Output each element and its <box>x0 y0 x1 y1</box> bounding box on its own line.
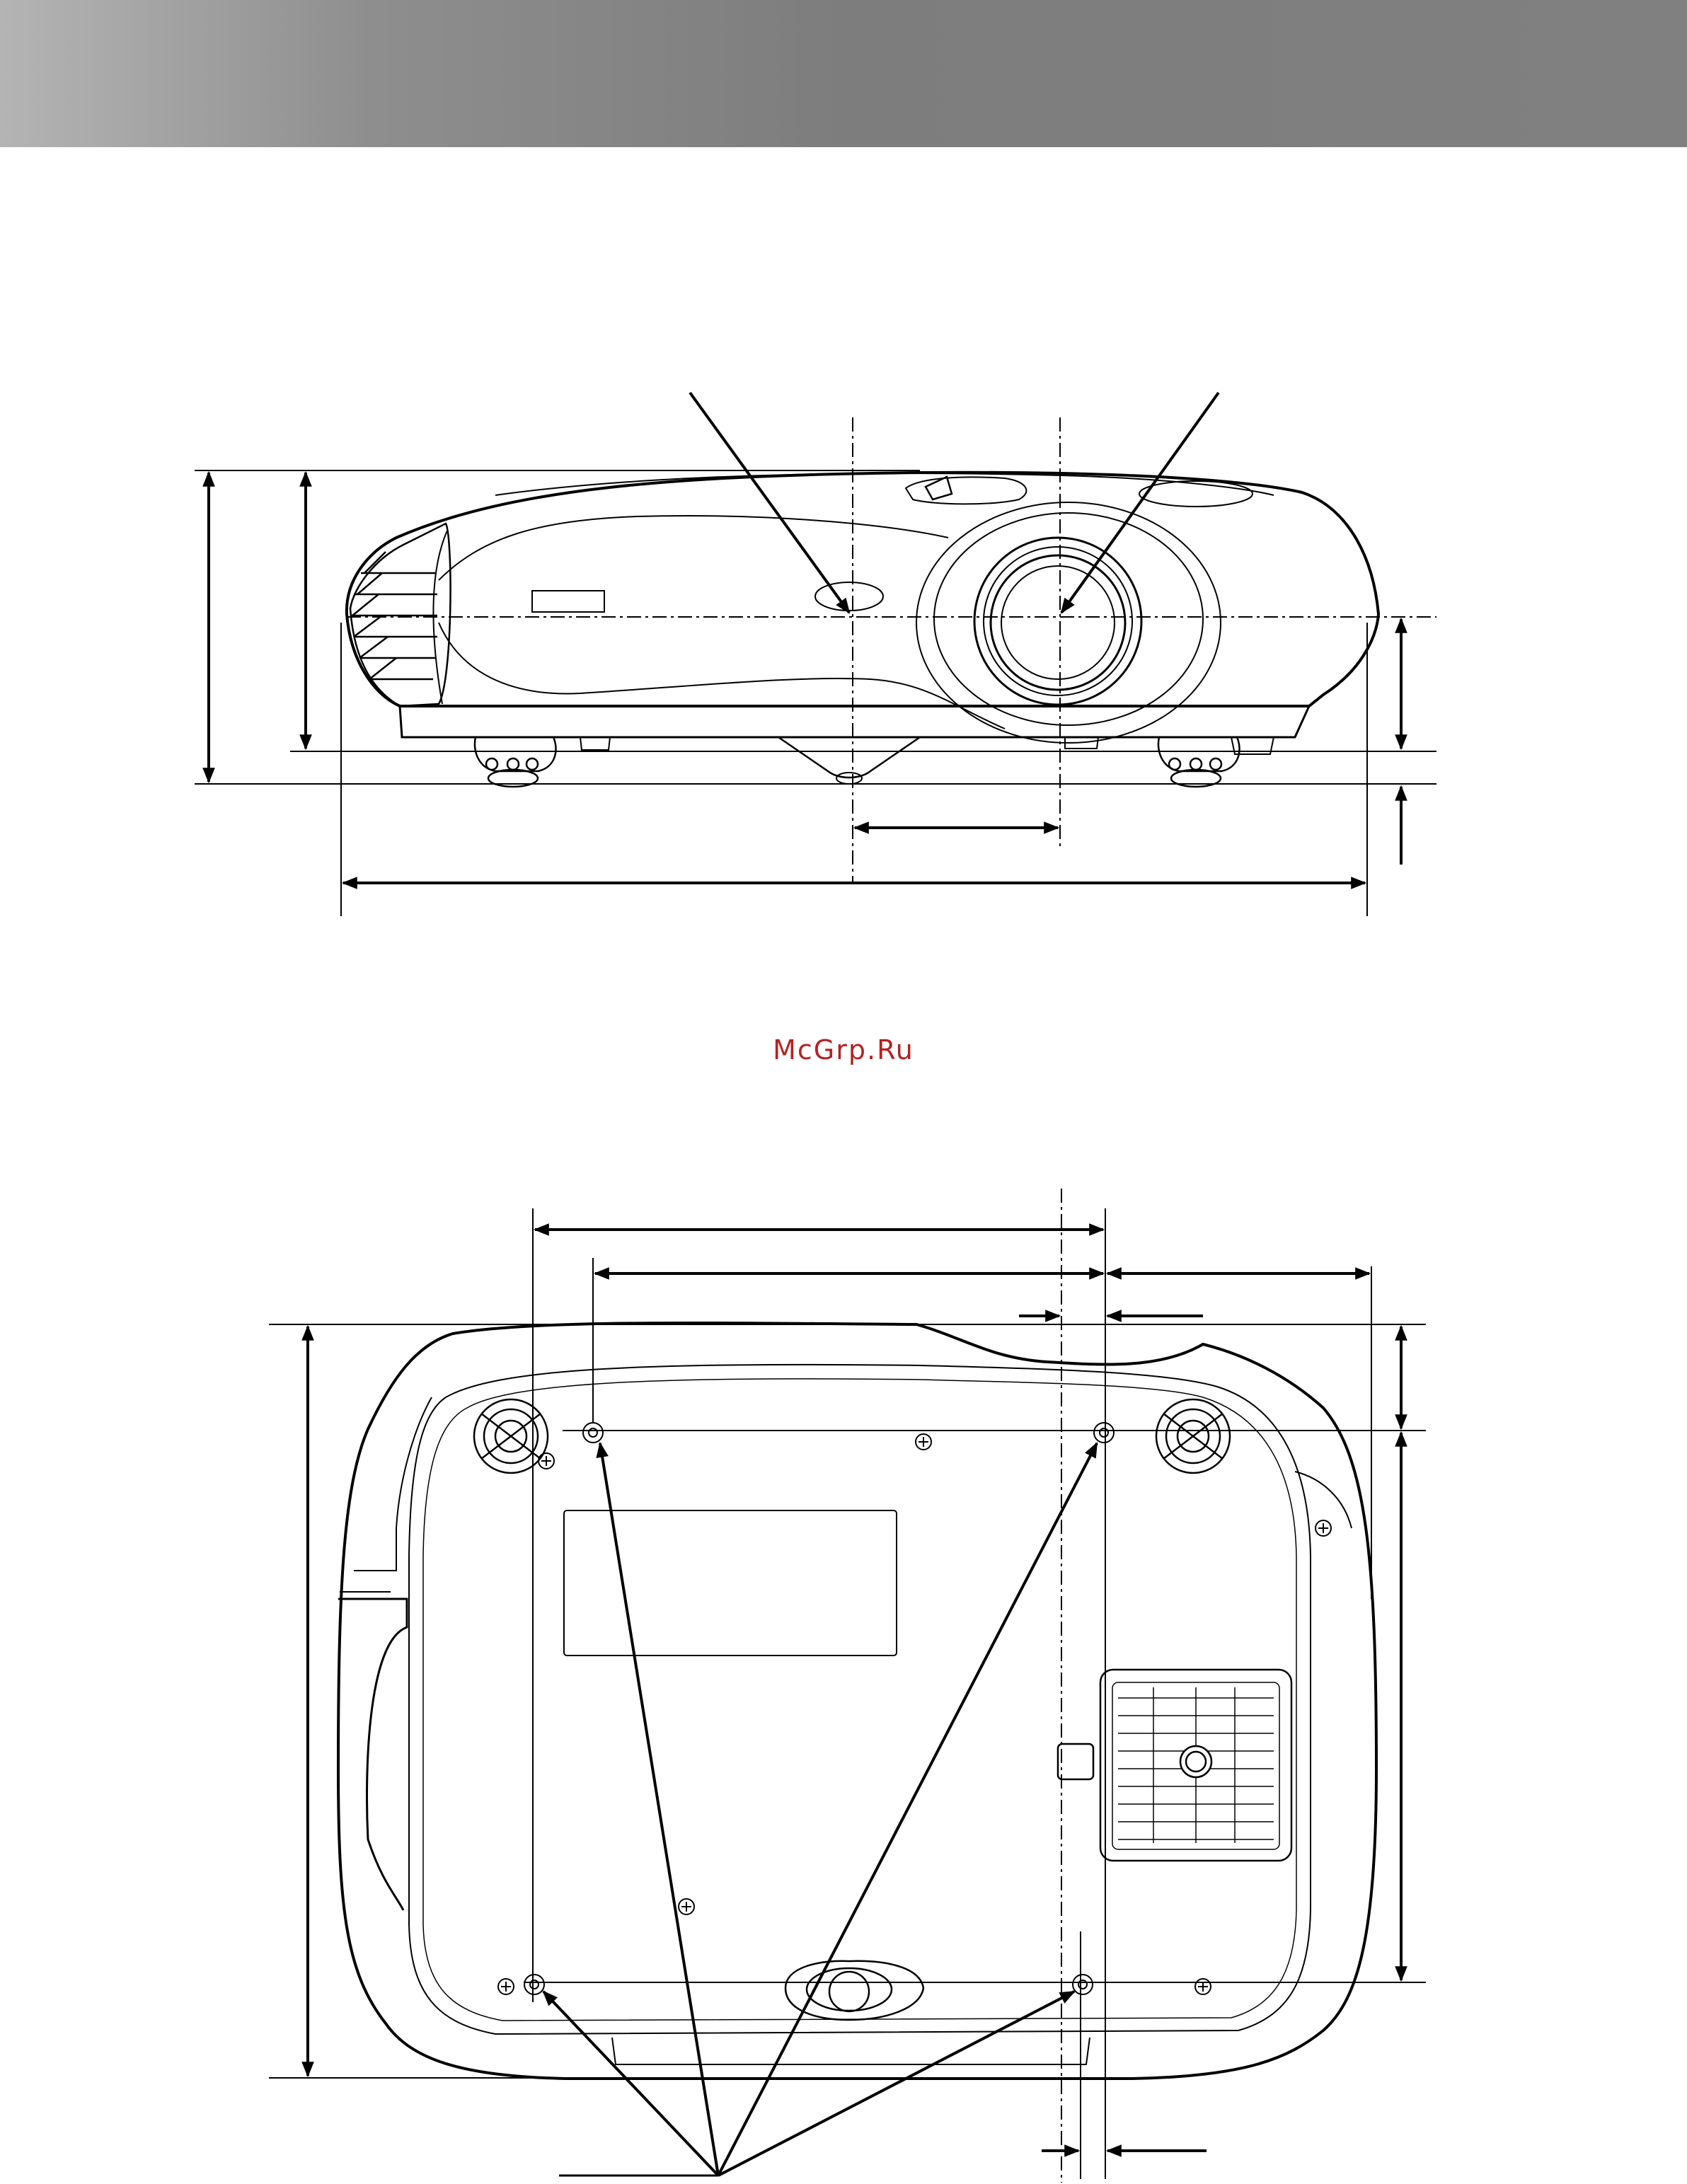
screws <box>498 1434 1331 1994</box>
leader-sensor-center <box>690 393 849 613</box>
bottom-view <box>338 1323 1376 2079</box>
front-view <box>347 473 1378 787</box>
bottom-inner-rim <box>409 1365 1311 2034</box>
top-cover-button <box>1139 481 1253 507</box>
side-handle <box>338 1599 407 1910</box>
air-filter-cover <box>1058 1670 1291 1861</box>
lens-shift-dial <box>906 477 1026 504</box>
mount-hole-4 <box>1073 1975 1093 1994</box>
watermark-text: McGrp.Ru <box>773 1034 914 1065</box>
bottom-inner-rim-2 <box>423 1379 1296 2021</box>
side-vent-grille <box>350 524 451 706</box>
mounting-holes <box>524 1423 1114 1994</box>
front-panel-upper-curve <box>439 516 948 580</box>
front-label-plate <box>532 591 604 612</box>
bottom-view-dimensions <box>308 1230 1401 2176</box>
front-foot-right <box>1158 737 1240 787</box>
leader-mount-hole-1 <box>600 1443 718 2176</box>
remote-sensor <box>815 582 883 611</box>
rear-foot-left <box>474 1399 548 1473</box>
front-center-foot-bottom <box>785 1961 923 2020</box>
projection-lens-glass <box>991 555 1125 690</box>
projection-lens-inner <box>1001 566 1115 679</box>
front-panel-lower-curve <box>439 623 1005 729</box>
rear-foot-right <box>1156 1399 1230 1473</box>
projector-body-outline <box>347 473 1378 706</box>
front-view-reference-lines <box>195 417 1436 916</box>
front-foot-left <box>475 737 556 787</box>
mount-hole-1 <box>583 1423 603 1443</box>
leader-mount-hole-2 <box>718 1443 1097 2176</box>
projection-lens-ring-2 <box>984 547 1132 695</box>
mount-hole-2 <box>1094 1423 1114 1443</box>
mount-hole-3 <box>524 1975 544 1994</box>
front-center-foot <box>778 737 920 778</box>
